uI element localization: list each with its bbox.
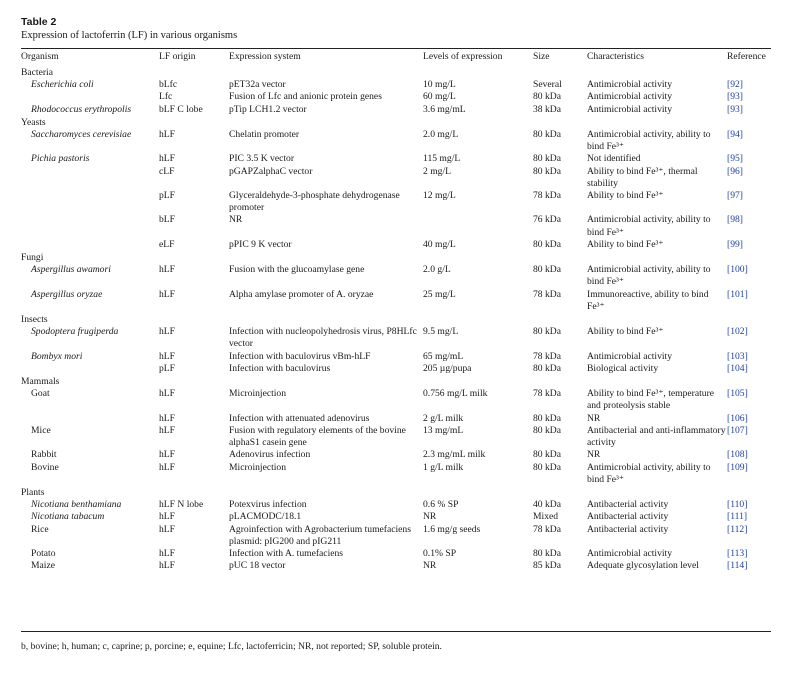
level-cell: 0.6 % SP — [423, 499, 459, 511]
expression-system-cell: Agroinfection with Agrobacterium tumefaciens plasmid: pIG200 and pIG211 — [229, 523, 411, 547]
table-caption: Expression of lactoferrin (LF) in various organisms — [21, 30, 238, 41]
lf-origin-cell: hLF — [159, 264, 175, 276]
characteristics-cell: Antimicrobial activity — [587, 350, 672, 362]
characteristics-cell: NR — [587, 412, 601, 424]
size-cell: 85 kDa — [533, 560, 561, 572]
level-cell: 10 mg/L — [423, 79, 456, 91]
characteristics-cell: Ability to bind Fe³⁺, thermal stability — [587, 165, 698, 189]
size-cell: 78 kDa — [533, 350, 561, 362]
organism-cell — [21, 413, 159, 425]
size-cell: 80 kDa — [533, 326, 561, 338]
table-row — [21, 166, 771, 190]
group-label: Fungi — [21, 252, 44, 264]
group-row — [21, 251, 771, 264]
organism-cell: Aspergillus awamori — [31, 264, 111, 276]
size-cell: 78 kDa — [533, 523, 561, 535]
level-cell: 12 mg/L — [423, 190, 456, 202]
expression-system-cell: Adenovirus infection — [229, 449, 311, 461]
size-cell: 80 kDa — [533, 153, 561, 165]
characteristics-cell: Antimicrobial activity — [587, 79, 672, 91]
level-cell: 2.0 g/L — [423, 264, 451, 276]
expression-system-cell: Fusion with the glucoamylase gene — [229, 264, 365, 276]
header-organism: Organism — [21, 51, 59, 63]
lf-origin-cell: hLF — [159, 449, 175, 461]
table-row — [21, 363, 771, 375]
table-row — [21, 153, 771, 165]
lf-origin-cell: hLF — [159, 560, 175, 572]
reference-cell[interactable]: [107] — [727, 424, 748, 436]
expression-system-cell: Alpha amylase promoter of A. oryzae — [229, 288, 374, 300]
level-cell: 40 mg/L — [423, 238, 456, 250]
reference-cell[interactable]: [103] — [727, 350, 748, 362]
lf-origin-cell: bLfc — [159, 79, 178, 91]
organism-cell: Rabbit — [31, 449, 57, 461]
table-row — [21, 129, 771, 153]
organism-cell: Maize — [31, 560, 55, 572]
table-row — [21, 548, 771, 560]
organism-cell — [21, 363, 159, 375]
lf-origin-cell: hLF — [159, 129, 175, 141]
group-row — [21, 66, 771, 79]
size-cell: 78 kDa — [533, 190, 561, 202]
group-label: Bacteria — [21, 67, 53, 78]
reference-cell[interactable]: [98] — [727, 214, 743, 226]
lf-origin-cell: eLF — [159, 238, 175, 250]
lf-origin-cell: bLF — [159, 214, 175, 226]
lf-origin-cell: hLF — [159, 412, 175, 424]
organism-cell: Bovine — [31, 461, 59, 473]
lf-origin-cell: hLF — [159, 424, 175, 436]
level-cell: 25 mg/L — [423, 288, 456, 300]
organism-cell: Goat — [31, 388, 50, 400]
reference-cell[interactable]: [93] — [727, 91, 743, 103]
expression-system-cell: Infection with nucleopolyhedrosis virus, P8HLfc vector — [229, 326, 417, 350]
level-cell: 13 mg/mL — [423, 424, 464, 436]
characteristics-cell: Ability to bind Fe³⁺, temperature and proteolysis stable — [587, 388, 715, 412]
table-row — [21, 511, 771, 523]
characteristics-cell: Biological activity — [587, 362, 659, 374]
level-cell: 9.5 mg/L — [423, 326, 459, 338]
expression-system-cell: NR — [229, 214, 243, 226]
group-row — [21, 486, 771, 499]
group-label: Plants — [21, 486, 45, 498]
level-cell: 205 µg/pupa — [423, 362, 472, 374]
size-cell: 80 kDa — [533, 264, 561, 276]
bottom-rule — [21, 631, 771, 632]
characteristics-cell: Antimicrobial activity — [587, 103, 672, 115]
header-reference: Reference — [727, 51, 766, 63]
size-cell: Several — [533, 79, 562, 91]
characteristics-cell: Adequate glycosylation level — [587, 560, 699, 572]
header-expression-system: Expression system — [229, 51, 301, 63]
table-footnote: b, bovine; h, human; c, caprine; p, porcine; e, equine; Lfc, lactoferricin; NR, not reported; SP, soluble protein. — [21, 641, 442, 652]
table-label: Table 2 — [21, 16, 57, 28]
group-label: Yeasts — [21, 116, 46, 128]
characteristics-cell: Antimicrobial activity, ability to bind Fe³⁺ — [587, 214, 711, 238]
lf-origin-cell: hLF N lobe — [159, 499, 204, 511]
characteristics-cell: Immunoreactive, ability to bind Fe³⁺ — [587, 288, 709, 312]
characteristics-cell: Antimicrobial activity — [587, 547, 672, 559]
reference-cell[interactable]: [110] — [727, 499, 748, 511]
table-row — [21, 524, 771, 548]
characteristics-cell: Ability to bind Fe³⁺ — [587, 190, 664, 202]
level-cell: 3.6 mg/mL — [423, 103, 466, 115]
expression-system-cell: Glyceraldehyde-3-phosphate dehydrogenase promoter — [229, 190, 400, 214]
reference-cell[interactable]: [97] — [727, 190, 743, 202]
expression-system-cell: pUC 18 vector — [229, 560, 286, 572]
reference-cell[interactable]: [92] — [727, 79, 743, 91]
characteristics-cell: Antibacterial and anti-inflammatory activity — [587, 424, 726, 449]
level-cell: 60 mg/L — [423, 91, 456, 103]
expression-system-cell: Infection with attenuated adenovirus — [229, 412, 370, 424]
organism-cell: Rice — [31, 523, 49, 535]
level-cell: 0.1% SP — [423, 547, 457, 559]
level-cell: 2 mg/L — [423, 165, 451, 177]
size-cell: 80 kDa — [533, 461, 561, 473]
lf-origin-cell: hLF — [159, 326, 175, 338]
reference-cell[interactable]: [114] — [727, 560, 748, 572]
lf-origin-cell: Lfc — [159, 91, 173, 103]
characteristics-cell: Antimicrobial activity — [587, 91, 672, 103]
reference-cell[interactable]: [102] — [727, 326, 748, 338]
size-cell: 80 kDa — [533, 547, 561, 559]
characteristics-cell: Antimicrobial activity, ability to bind Fe³⁺ — [587, 264, 711, 288]
reference-cell[interactable]: [101] — [727, 288, 748, 300]
table-row — [21, 326, 771, 350]
level-cell: 115 mg/L — [423, 153, 461, 165]
table-row — [21, 413, 771, 425]
size-cell: 80 kDa — [533, 362, 561, 374]
expression-system-cell: Fusion of Lfc and anionic protein genes — [229, 91, 382, 103]
table-row — [21, 425, 771, 449]
reference-cell[interactable]: [105] — [727, 388, 748, 400]
lf-origin-cell: hLF — [159, 547, 175, 559]
expression-system-cell: pPIC 9 K vector — [229, 238, 292, 250]
size-cell: 80 kDa — [533, 238, 561, 250]
reference-cell[interactable]: [96] — [727, 165, 743, 177]
reference-cell[interactable]: [108] — [727, 449, 748, 461]
table-row — [21, 351, 771, 363]
organism-cell — [21, 166, 159, 190]
expression-system-cell: pLACMODC/18.1 — [229, 511, 302, 523]
organism-cell — [21, 214, 159, 238]
lf-origin-cell: hLF — [159, 511, 175, 523]
header-characteristics: Characteristics — [587, 51, 645, 63]
level-cell: 2.0 mg/L — [423, 129, 459, 141]
size-cell: 78 kDa — [533, 388, 561, 400]
characteristics-cell: Antibacterial activity — [587, 511, 669, 523]
lf-origin-cell: pLF — [159, 362, 175, 374]
expression-system-cell: Potexvirus infection — [229, 499, 307, 511]
level-cell — [423, 214, 533, 238]
size-cell: 76 kDa — [533, 214, 561, 226]
organism-cell: Pichia pastoris — [31, 153, 90, 165]
size-cell: 80 kDa — [533, 424, 561, 436]
expression-system-cell: PIC 3.5 K vector — [229, 153, 295, 165]
table-row — [21, 388, 771, 412]
table-row — [21, 264, 771, 288]
lf-origin-cell: cLF — [159, 165, 175, 177]
reference-cell[interactable]: [109] — [727, 461, 748, 473]
organism-cell — [21, 91, 159, 103]
header-row — [21, 49, 771, 66]
reference-cell[interactable]: [112] — [727, 523, 748, 535]
size-cell: 78 kDa — [533, 288, 561, 300]
level-cell: NR — [423, 560, 437, 572]
size-cell: Mixed — [533, 511, 559, 523]
header-lf-origin: LF origin — [159, 51, 196, 63]
expression-system-cell: pTip LCH1.2 vector — [229, 103, 307, 115]
reference-cell[interactable]: [106] — [727, 412, 748, 424]
organism-cell — [21, 190, 159, 214]
table-row — [21, 104, 771, 116]
expression-system-cell: Chelatin promoter — [229, 129, 300, 141]
group-row — [21, 375, 771, 388]
expression-system-cell: pET32a vector — [229, 79, 286, 91]
expression-system-cell: Infection with baculovirus — [229, 362, 331, 374]
organism-cell: Mice — [31, 424, 51, 436]
table-body — [21, 66, 771, 572]
header-size: Size — [533, 51, 550, 63]
level-cell: 1.6 mg/g seeds — [423, 523, 481, 535]
characteristics-cell: Ability to bind Fe³⁺ — [587, 326, 664, 338]
lf-origin-cell: hLF — [159, 288, 175, 300]
size-cell: 40 kDa — [533, 499, 561, 511]
reference-cell[interactable]: [113] — [727, 547, 748, 559]
table-row — [21, 239, 771, 251]
lf-origin-cell: hLF — [159, 388, 175, 400]
group-label: Mammals — [21, 376, 60, 388]
expression-system-cell: pGAPZalphaC vector — [229, 165, 313, 177]
size-cell: 80 kDa — [533, 129, 561, 141]
characteristics-cell: Antimicrobial activity, ability to bind Fe³⁺ — [587, 129, 711, 153]
header-levels: Levels of expression — [423, 51, 503, 63]
lf-origin-cell: hLF — [159, 461, 175, 473]
reference-cell[interactable]: [111] — [727, 511, 748, 523]
characteristics-cell: Antimicrobial activity, ability to bind Fe³⁺ — [587, 461, 711, 485]
characteristics-cell: Antibacterial activity — [587, 499, 669, 511]
reference-cell[interactable]: [94] — [727, 129, 743, 141]
level-cell: 2.3 mg/mL milk — [423, 449, 486, 461]
reference-cell[interactable]: [104] — [727, 362, 748, 374]
size-cell: 80 kDa — [533, 91, 561, 103]
lf-origin-cell: pLF — [159, 190, 175, 202]
table-row — [21, 289, 771, 313]
expression-system-cell: Infection with baculovirus vBm-hLF — [229, 350, 371, 362]
table-row — [21, 91, 771, 103]
size-cell: 38 kDa — [533, 103, 561, 115]
expression-system-cell: Microinjection — [229, 388, 287, 400]
lf-origin-cell: hLF — [159, 153, 175, 165]
characteristics-cell: NR — [587, 449, 601, 461]
organism-cell: Potato — [31, 547, 56, 559]
group-row — [21, 313, 771, 326]
organism-cell: Saccharomyces cerevisiae — [31, 129, 132, 141]
reference-cell[interactable]: [93] — [727, 103, 743, 115]
size-cell: 80 kDa — [533, 449, 561, 461]
organism-cell: Nicotiana tabacum — [31, 511, 105, 523]
lf-origin-cell: hLF — [159, 350, 175, 362]
level-cell: 0.756 mg/L milk — [423, 388, 488, 400]
lactoferrin-table — [21, 49, 771, 572]
level-cell: NR — [423, 511, 437, 523]
organism-cell: Escherichia coli — [31, 79, 94, 91]
table-row — [21, 214, 771, 238]
group-label: Insects — [21, 314, 48, 326]
reference-cell[interactable]: [100] — [727, 264, 748, 276]
table-row — [21, 499, 771, 511]
expression-system-cell: Infection with A. tumefaciens — [229, 547, 344, 559]
characteristics-cell: Antibacterial activity — [587, 523, 669, 535]
characteristics-cell: Ability to bind Fe³⁺ — [587, 238, 664, 250]
table-row — [21, 560, 771, 572]
size-cell: 80 kDa — [533, 165, 561, 177]
characteristics-cell: Not identified — [587, 153, 641, 165]
size-cell: 80 kDa — [533, 412, 561, 424]
table-row — [21, 79, 771, 91]
expression-system-cell: Fusion with regulatory elements of the bovine alphaS1 casein gene — [229, 424, 406, 449]
organism-cell — [21, 239, 159, 251]
table-row — [21, 462, 771, 486]
group-row — [21, 116, 771, 129]
level-cell: 65 mg/mL — [423, 350, 464, 362]
level-cell: 1 g/L milk — [423, 461, 464, 473]
lf-origin-cell: bLF C lobe — [159, 103, 203, 115]
table-row — [21, 449, 771, 461]
reference-cell[interactable]: [99] — [727, 238, 743, 250]
lf-origin-cell: hLF — [159, 523, 175, 535]
table-row — [21, 190, 771, 214]
organism-cell: Nicotiana benthamiana — [31, 499, 122, 511]
reference-cell[interactable]: [95] — [727, 153, 743, 165]
organism-cell: Rhodococcus erythropolis — [31, 103, 132, 115]
level-cell: 2 g/L milk — [423, 412, 464, 424]
organism-cell: Bombyx mori — [31, 350, 83, 362]
organism-cell: Aspergillus oryzae — [31, 288, 103, 300]
organism-cell: Spodoptera frugiperda — [31, 326, 119, 338]
expression-system-cell: Microinjection — [229, 461, 287, 473]
